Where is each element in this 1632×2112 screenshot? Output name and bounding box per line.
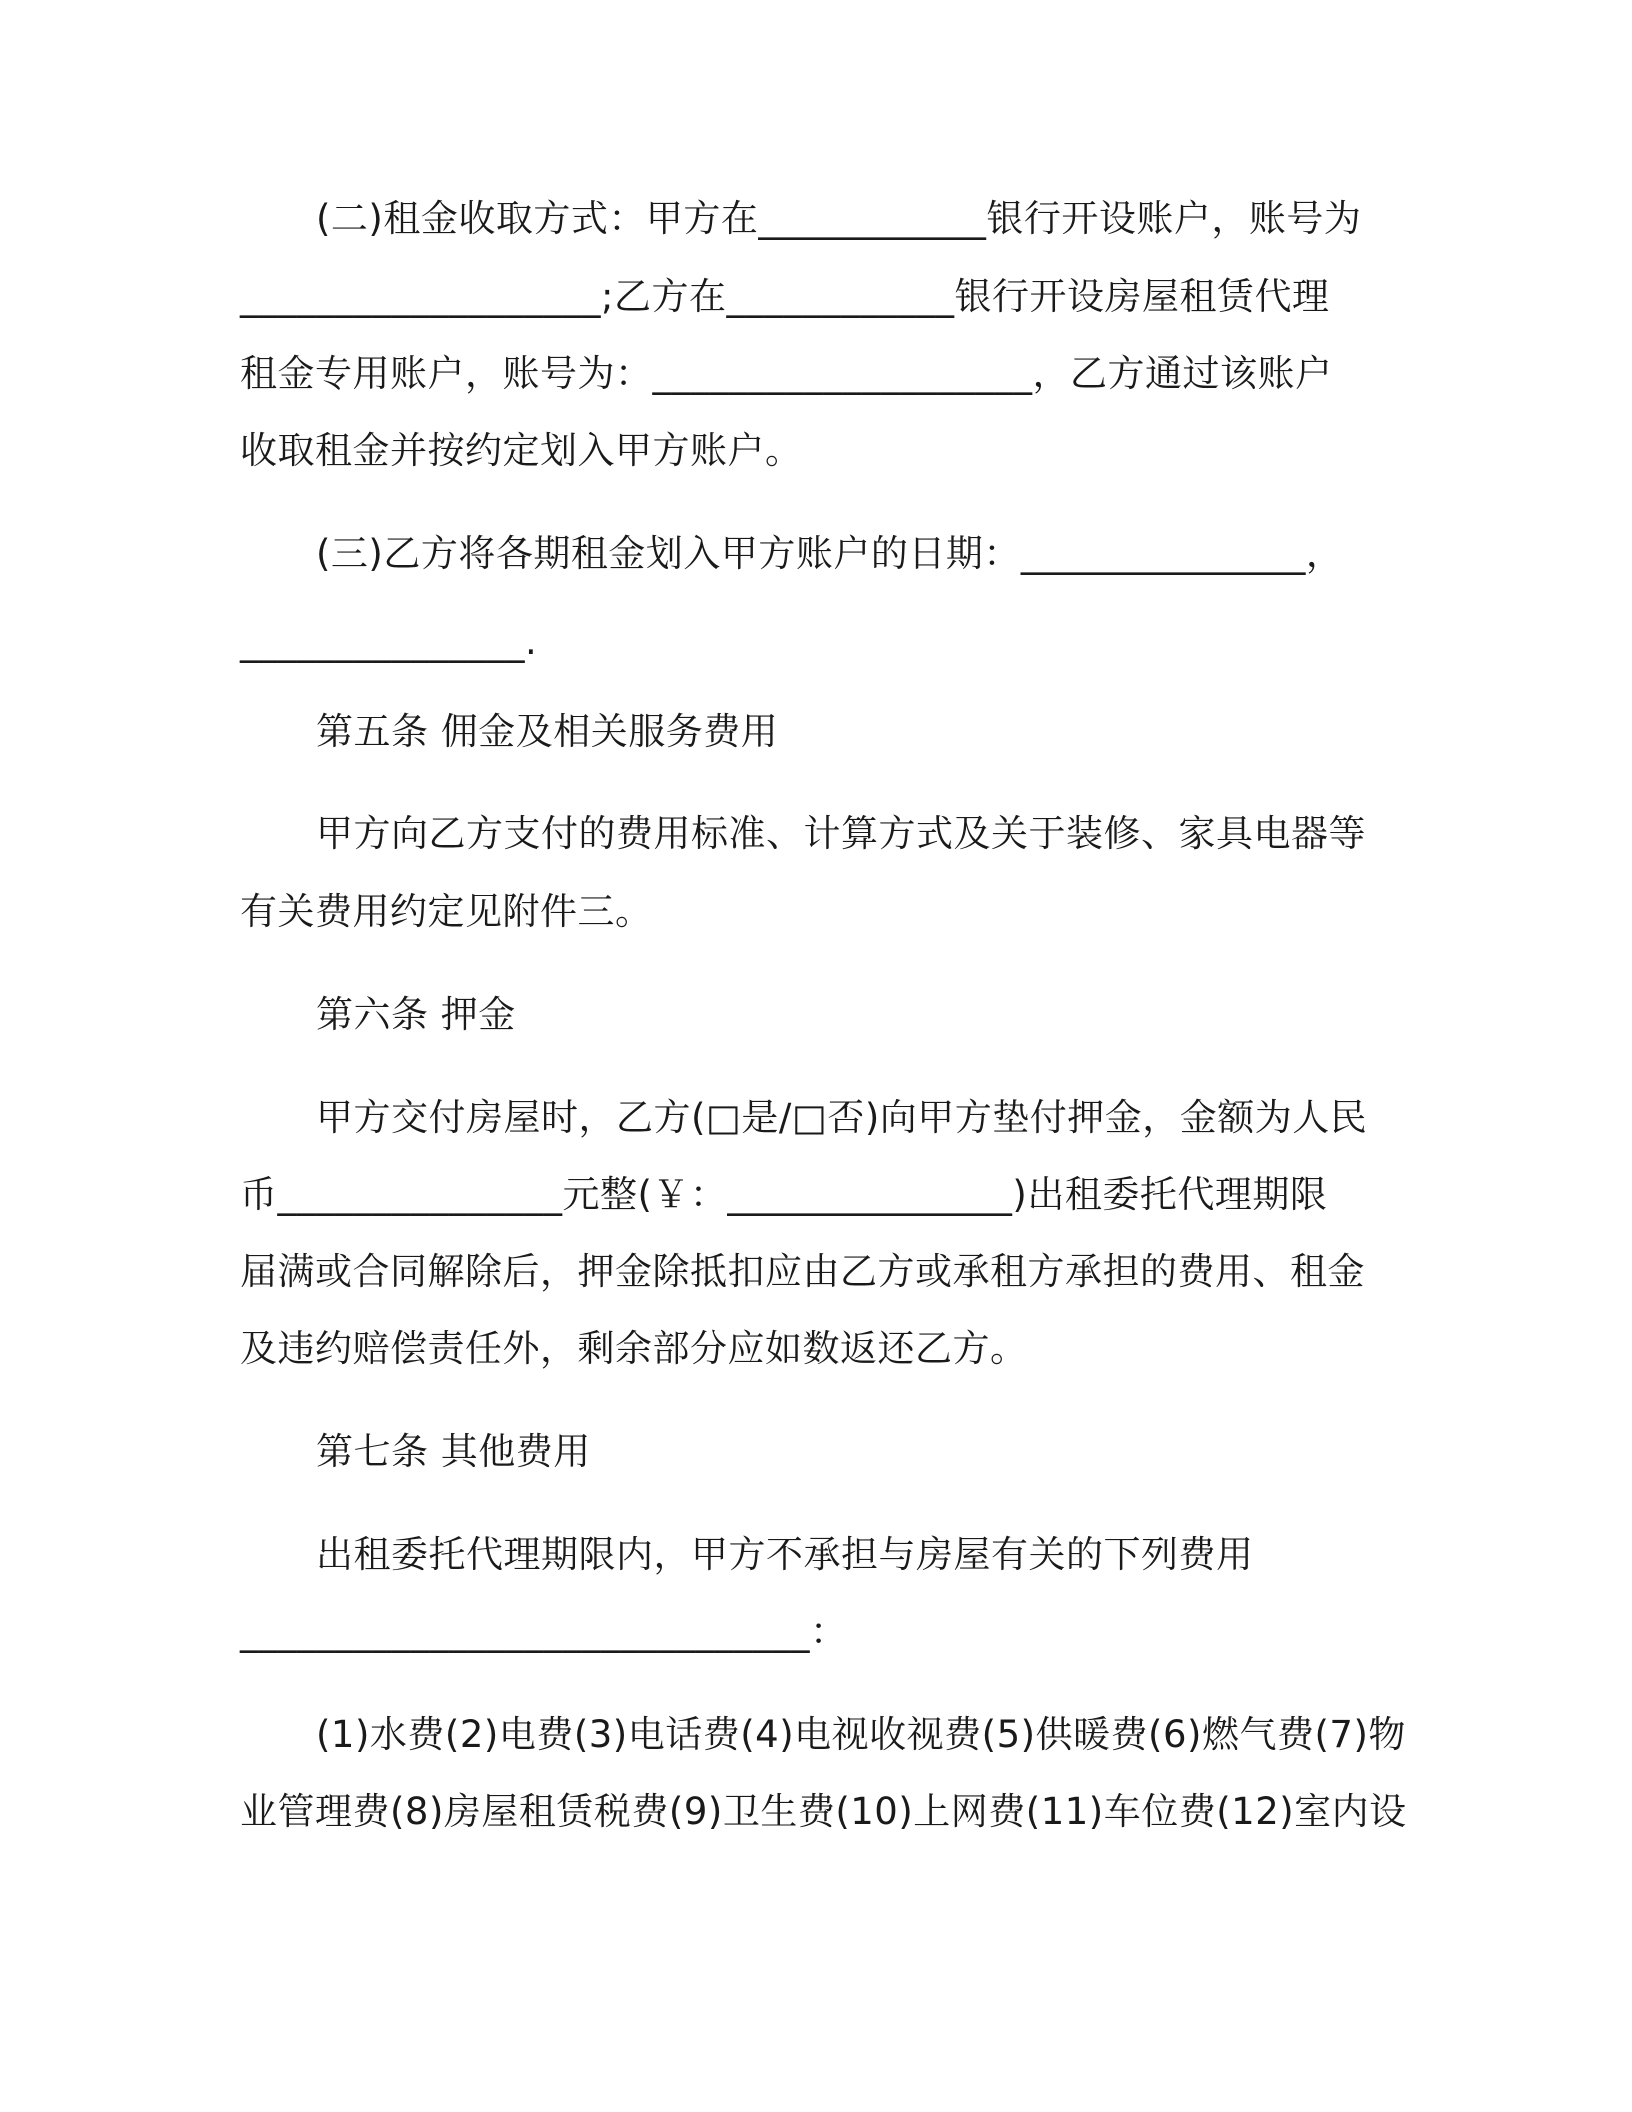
article-6-line-3: 届满或合同解除后，押金除抵扣应由乙方或承租方承担的费用、租金 xyxy=(240,1250,1365,1293)
article-6-line-1: 甲方交付房屋时，乙方(□是/□否)向甲方垫付押金，金额为人民 xyxy=(316,1096,1368,1139)
article-6-heading: 第六条 押金 xyxy=(316,993,516,1036)
clause-4-3-line-2: _______________. xyxy=(240,620,538,663)
clause-4-3-line-1: (三)乙方将各期租金划入甲方账户的日期：_______________， xyxy=(316,532,1344,575)
article-7-line-2: ______________________________： xyxy=(240,1610,848,1653)
clause-4-2-line-1: (二)租金收取方式：甲方在____________银行开设账户，账号为 xyxy=(316,197,1362,240)
article-5-heading: 第五条 佣金及相关服务费用 xyxy=(316,710,779,753)
article-7-list-line-2: 业管理费(8)房屋租赁税费(9)卫生费(10)上网费(11)车位费(12)室内设 xyxy=(240,1790,1407,1833)
article-7-list-line-1: (1)水费(2)电费(3)电话费(4)电视收视费(5)供暖费(6)燃气费(7)物 xyxy=(316,1713,1406,1756)
article-7-line-1: 出租委托代理期限内，甲方不承担与房屋有关的下列费用 xyxy=(316,1533,1254,1576)
clause-4-2-line-2: ___________________;乙方在____________银行开设房屋租赁代理 xyxy=(240,275,1330,318)
article-5-line-1: 甲方向乙方支付的费用标准、计算方式及关于装修、家具电器等 xyxy=(316,812,1366,855)
article-6-line-2: 币_______________元整(￥：_______________)出租委托代理期限 xyxy=(240,1173,1328,1216)
article-6-line-4: 及违约赔偿责任外，剩余部分应如数返还乙方。 xyxy=(240,1327,1028,1370)
clause-4-2-line-3: 租金专用账户，账号为：____________________，乙方通过该账户 xyxy=(240,352,1333,395)
article-5-line-2: 有关费用约定见附件三。 xyxy=(240,890,653,933)
clause-4-2-line-4: 收取租金并按约定划入甲方账户。 xyxy=(240,429,803,472)
article-7-heading: 第七条 其他费用 xyxy=(316,1430,591,1473)
